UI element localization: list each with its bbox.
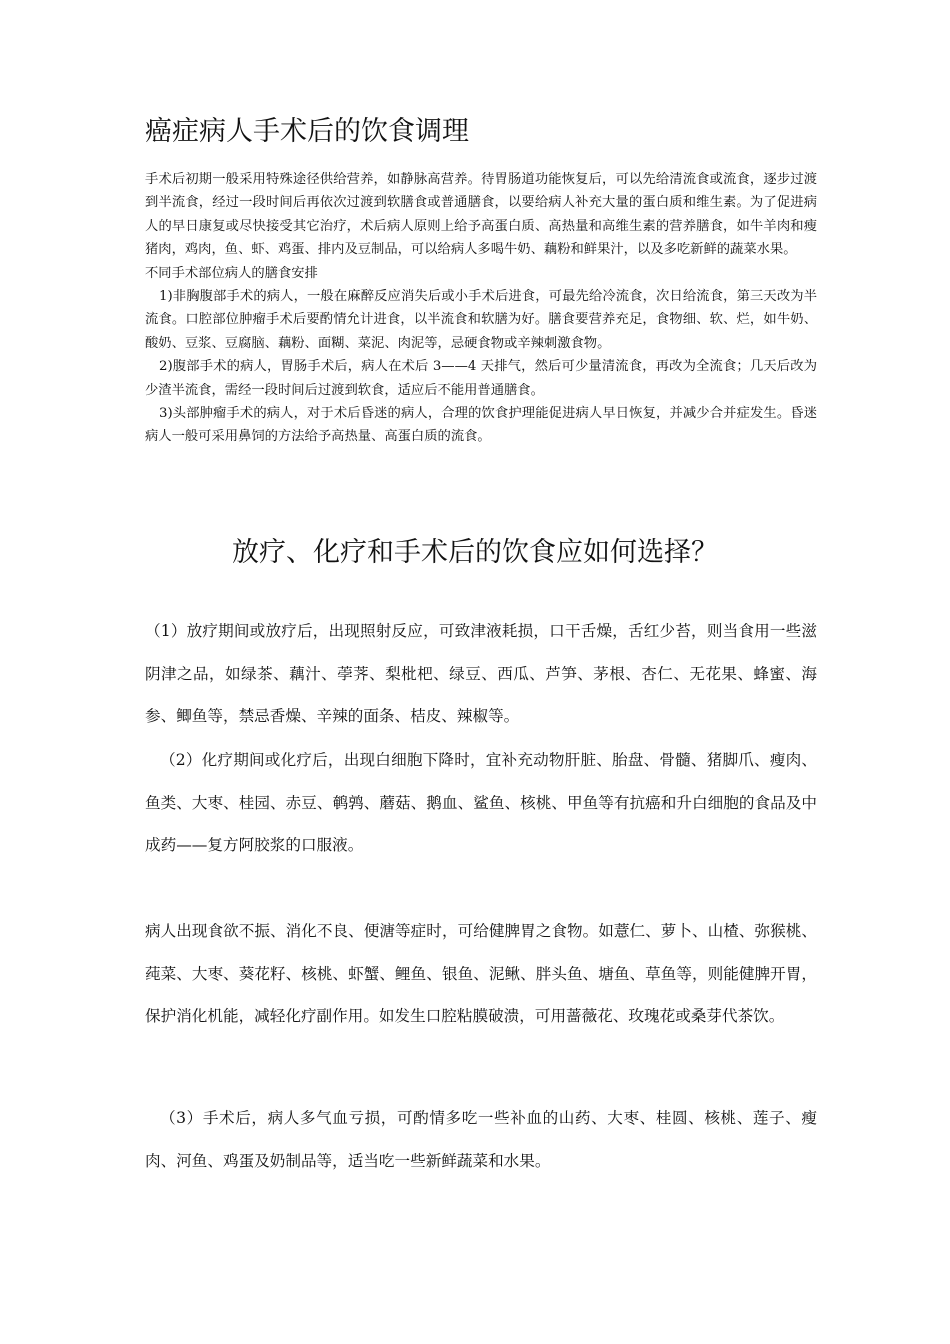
section1-subheading: 不同手术部位病人的膳食安排 — [145, 265, 318, 281]
section2-paragraph: （1）放疗期间或放疗后，出现照射反应，可致津液耗损，口干舌燥，舌红少苔，则当食用一些滋阴津之品，如绿茶、藕汁、荸荠、梨枇杷、绿豆、西瓜、芦笋、茅根、杏仁、无花果、蜂蜜、海参、鲫鱼等，禁忌香燥、辛辣的面条、桔皮、辣椒等。 — [145, 622, 817, 725]
section1-item: 1)非胸腹部手术的病人，一般在麻醉反应消失后或小手术后进食，可最先给冷流食，次日给流食，第三天改为半流食。口腔部位肿瘤手术后要酌情允计进食，以半流食和软膳为好。膳食要营养充足，食物细、软、烂，如牛奶、酸奶、豆浆、豆腐脑、藕粉、面糊、菜泥、肉泥等，忌硬食物或辛辣刺激食物。 — [145, 289, 817, 351]
section1-item: 3)头部肿瘤手术的病人，对于术后昏迷的病人，合理的饮食护理能促进病人早日恢复，并减少合并症发生。昏迷病人一般可采用鼻饲的方法给予高热量、高蛋白质的流食。 — [145, 406, 817, 445]
section2-paragraph: 病人出现食欲不振、消化不良、便溏等症时，可给健脾胃之食物。如薏仁、萝卜、山楂、弥猴桃、莼菜、大枣、葵花籽、核桃、虾蟹、鲤鱼、银鱼、泥鳅、胖头鱼、塘鱼、草鱼等，则能健脾开胃，保护消化机能，减轻化疗副作用。如发生口腔粘膜破溃，可用蔷薇花、玫瑰花或桑芽代茶饮。 — [145, 922, 817, 1025]
section1-title: 癌症病人手术后的饮食调理 — [145, 116, 469, 147]
section2-title: 放疗、化疗和手术后的饮食应如何选择？ — [232, 537, 718, 568]
section2-paragraph: （2）化疗期间或化疗后，出现白细胞下降时，宜补充动物肝脏、胎盘、骨髓、猪脚爪、瘦肉、鱼类、大枣、桂园、赤豆、鹌鹑、蘑菇、鹅血、鲨鱼、核桃、甲鱼等有抗癌和升白细胞的食品及中成药——复方阿胶浆的口服液。 — [145, 751, 817, 854]
section1-intro: 手术后初期一般采用特殊途径供给营养，如静脉高营养。待胃肠道功能恢复后，可以先给清流食或流食，逐步过渡到半流食，经过一段时间后再依次过渡到软膳食或普通膳食，以要给病人补充大量的蛋白质和维生素。为了促进病人的早日康复或尽快接受其它治疗，术后病人原则上给予高蛋白质、高热量和高维生素的营养膳食，如牛羊肉和瘦猪肉，鸡肉，鱼、虾、鸡蛋、排内及豆制品，可以给病人多喝牛奶、藕粉和鲜果汁，以及多吃新鲜的蔬菜水果。 — [145, 172, 817, 258]
section1-item: 2)腹部手术的病人，胃肠手术后，病人在术后 3——4 天排气，然后可少量清流食，再改为全流食；几天后改为少渣半流食，需经一段时间后过渡到软食，适应后不能用普通膳食。 — [145, 359, 817, 398]
section2-paragraph: （3）手术后，病人多气血亏损，可酌情多吃一些补血的山药、大枣、桂圆、核桃、莲子、瘦肉、河鱼、鸡蛋及奶制品等，适当吃一些新鲜蔬菜和水果。 — [145, 1109, 817, 1170]
section1-body — [145, 168, 817, 449]
